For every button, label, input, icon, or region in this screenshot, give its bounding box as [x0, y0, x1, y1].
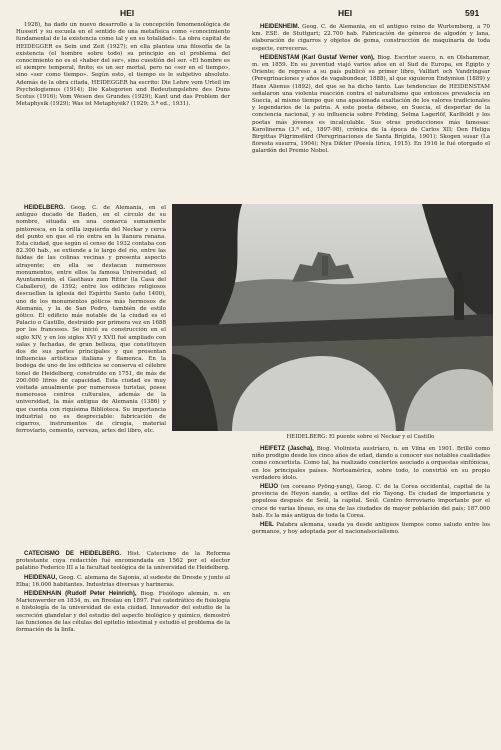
entry-headword: HEIDENHEIM. [260, 24, 300, 30]
entry-text: Palabra alemana, usada ya desde antiguos tiempos como saludo entre los germanos, y hoy adoptada por el nacionalsocialismo. [252, 522, 491, 536]
dictionary-entry [252, 55, 490, 156]
right-column-bottom [252, 444, 490, 536]
entry-headword: HEIDENSTAM (Karl Gustaf Verner von), [260, 54, 375, 61]
running-head-left: HEI [120, 8, 135, 18]
heidelberg-bridge-photo [172, 204, 493, 431]
entry-text: Geog. C. de Alemania, en el antiguo ducado de Baden, en el círculo de su nombre, situada en una comarca sumamente pintoresca, en la orilla izquierda del Neckar y cerca del punto en que el río entra en la llanura renana. Esta ciudad, que según el censo de 1932 contaba con 82.300 hab., se extiende a lo largo del río, entre las faldas de las colinas vecinas y presenta aspecto atrayente; en ella se destacan numerosos monumentos, entre ellos la famosa Universidad, el Ayuntamiento, el Gasthaus zum Ritter (la Casa del Caballero), de 1592; entre los edificios religiosos descuellan la iglesia del Espíritu Santo (año 1400), uno de los monumentos góticos más hermosos de Alemania, y la de San Pedro, también de estilo gótico. El edificio más notable de la ciudad es el Palacio o Castillo, destruido por primera vez en 1688 por los franceses. Se inició su construcción en el siglo XIV, y en los siglos XVI y XVII fué ampliado con salas y fachadas, de gran belleza, que constituyen dos de sus partes principales y que presentan influencias artísticas italiana y flamenca. En la bodega de uno de los edificios se conserva el célebre tonel de Heidelberg, construido en 1751, de más de 200.000 litros de capacidad. Esta ciudad es muy visitada anualmente por numerosos turistas, posee numerosos centros culturales, además de la universidad, la más antigua de Alemania (1386) y que cuenta con riquísima Biblioteca. Su importancia industrial no es despreciable: fabricación de cigarros, instrumentos de cirugía, material ferroviario, cemento, cerveza, artes del libro, etc. [16, 205, 166, 435]
dictionary-entry [16, 575, 230, 589]
photo-illustration [172, 204, 493, 431]
dictionary-entry [16, 551, 230, 573]
entry-text: Biog. Fisiólogo alemán, n. en Marienwerder en 1834, m. en Breslau en 1897. Fué catedrático de fisiología e histología de la universidad de esta ciudad. Innovador del estudio de la secreción glandular y del estudio del aspecto biológico y químico, demostró las funciones de las células del epitelio intestinal y estudió el problema de la formación de la linfa. [16, 591, 230, 634]
heidegger-continued: 1928), ha dado un nuevo desarrollo a la concepción fenomenológica de Husserl y su escuela en el sentido de una metafísica como «conocimiento fundamental de la existencia como tal y en su totalidad». La obra capital de HEIDEGGER es Sein und Zeit (1927); en ella plantea una filosofía de la existencia (el hombre sobre todo) su principio en el problema del conocimiento no es el «haber del ser», sino cuestión del ser. «El hombre es el siempre temporal, finito; es un ser mortal, pero no «ser en el tiempo», sino «ser como tiempo». Según esto, el tiempo es le subjetivo absoluto. Además de la obra citada, HEIDEGGER ha escrito: Die Lehre vom Urteil im Psychologismus (1914); Die Kategorien und Bedeutungslehre des Duns Scotus (1916); Vom Wesen des Grundes (1929); Kant und das Problem der Metaphysik (1929); Was ist Metaphysik? (1929; 3.ª ed., 1931). [16, 22, 230, 108]
entry-text: Geog. C. alemana de Sajonia, al sudeste de Dresde y junto al Elba; 16.000 habitantes. Industrias diversas y harineras. [16, 574, 230, 588]
dictionary-entry [16, 591, 230, 634]
dictionary-entry [252, 446, 490, 482]
entry-text: Biog. Escritor sueco, n. en Olshammar, m. en 1859. En su juventud viajó varios años en el Sud de Europa, en Egipto y Oriente; de regreso a su país publicó su primer libro, Vallfart och Vandringsar (Peregrinaciones y años de vagabundear, 1888), al que siguieron Endymion (1889) y Hans Alienus (1892), del que se ha dicho tanto. Las tendencias de HEIDENSTAM señalaron una violenta reacción contra el naturalismo que entonces prevalecía en Suecia, al mismo tiempo que una apasionada exaltación de los valores tradicionales y legendarios de la patria. A este poeta débese, en Suecia, el despertar de la conciencia nacional, y su influencia sobre Fröding, Selma Lagerlöf, Karlfeldt y los poetas más jóvenes es incalculable. Sus otras producciones más famosas: Karolinerna (3.ª ed., 1897-98), crónica de la época de Carlos XII; Den Heliga Birgittas Pilgrimsfärd (Peregrinaciones de Santa Brígida, 1901); Skogen susar (La floresta susurra, 1904); Nya Dikter (Poesía lírica, 1915). En 1916 le fué otorgado el galardón del Premio Nobel. [252, 54, 490, 155]
dictionary-entry [252, 24, 490, 53]
dictionary-entry [16, 205, 166, 436]
entry-headword: HEIDENAU, [24, 574, 58, 581]
dictionary-entry [252, 484, 490, 520]
entry-headword: HEIFETZ (Jascha), [260, 446, 314, 452]
entry-text: Hist. Catecismo de la Reforma protestante cuya redacción fué encomendada en 1562 por el elector palatino Federico III a la facultad teológica de la universidad de Heidelberg. [16, 551, 231, 572]
figure-caption: HEIDELBERG: El puente sobre el Neckar y el Castillo [286, 434, 435, 440]
entry-text: Biog. Violinista austríaco, n. en Vilna en 1901. Brilló como niño prodigio desde los cinco años de edad, dando a conocer sus notables cualidades como concertista. Como tal, ha realizado conciertos asociado a orquestas sinfónicas, en los principales países. Norteamérica, sobre todo, lo convirtió en su propio verdadero ídolo. [252, 446, 490, 481]
entry-headword: HEIDELBERG. [24, 205, 66, 211]
heidelberg-entry [16, 203, 166, 436]
left-column-bottom [16, 549, 230, 634]
running-head-center: HEI [338, 8, 353, 18]
entry-headword: HEIL [260, 522, 274, 529]
right-column-top [252, 22, 490, 202]
statue [454, 280, 464, 320]
page-number: 591 [465, 8, 480, 18]
dictionary-entry [252, 522, 490, 536]
entry-text: (en coreano Pyöng-yang), Geog. C. de la Corea occidental, capital de la provincia de Heyon nando, a orillas del río Tayong. Es ciudad de importancia y populosa después de Seúl, la capital. Seúl. Centro ferroviario importante por el cruce de varias líneas, es una de las ciudades de mayor población del país; 187.000 hab. Es la más antigua de toda la Corea. [252, 484, 491, 519]
left-column-top [16, 22, 230, 108]
entry-headword: CATECISMO DE HEIDELBERG. [24, 551, 122, 557]
entry-headword: HEIDENHAIN (Rudolf Peter Heinrich), [24, 591, 137, 598]
entry-headword: HEIJO [260, 484, 279, 491]
entry-text: Geog. C. de Alemania, en el antiguo reino de Wurtemberg, a 70 km. ESE. de Stuttgart; 22.700 hab. Fabricación de géneros de algodón y lana, elaboración de cigarros y objetos de goma, construcción de maquinaria de toda especie, cerveceras. [252, 24, 490, 52]
